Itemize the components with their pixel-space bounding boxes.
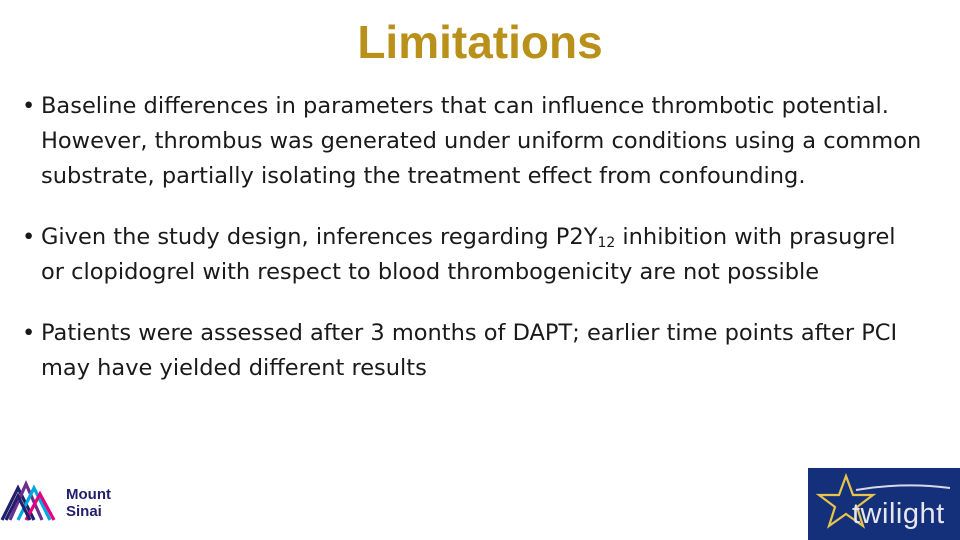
mount-sinai-logo-text <box>66 486 111 520</box>
mount-sinai-line1: Mount <box>66 486 111 503</box>
twilight-logo-text: twilight <box>852 498 945 530</box>
bullet-text: Baseline differences in parameters that can influence thrombotic potential. However, thrombus was generated under uniform conditions using a common substrate, partially isolating the treatment effect from confounding. <box>41 93 922 189</box>
bullet-text: Patients were assessed after 3 months of DAPT; earlier time points after PCI may have yielded different results <box>41 320 898 381</box>
bullet-dot: • <box>22 93 36 119</box>
bullet-item <box>22 220 922 290</box>
bullet-text: Given the study design, inferences regarding P2Y <box>41 224 598 250</box>
bullet-list <box>22 89 922 386</box>
bullet-subscript: 12 <box>597 235 616 251</box>
mount-sinai-line2: Sinai <box>66 503 102 520</box>
bullet-item <box>22 316 922 386</box>
bullet-dot: • <box>22 224 36 250</box>
bullet-dot: • <box>22 320 36 346</box>
bullet-item <box>22 89 922 194</box>
bullet-text: inhibition with prasugrel or clopidogrel with respect to blood thrombogenicity are not possible <box>41 224 896 285</box>
slide-title: Limitations <box>357 16 603 68</box>
